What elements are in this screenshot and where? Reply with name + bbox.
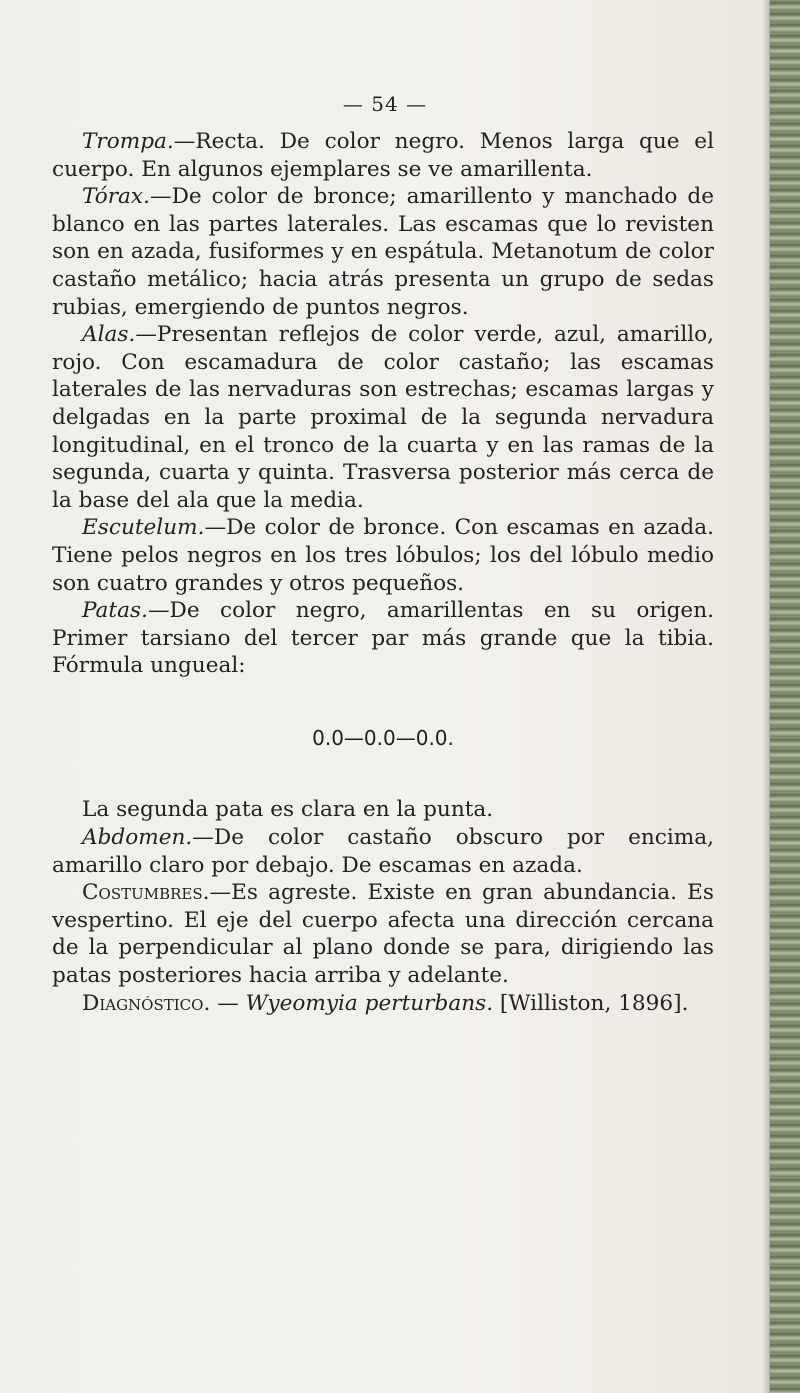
term-trompa: Trompa.	[82, 129, 174, 154]
reference: [Williston, 1896].	[493, 990, 689, 1016]
text-trompa: —Recta. De color negro. Menos larga que el cuerpo. En algunos ejemplares se ve amarillenta.	[52, 129, 714, 182]
body-text	[52, 128, 714, 1017]
term-patas: Patas.	[82, 598, 148, 624]
paragraph-escutelum	[52, 514, 714, 597]
text-abdomen: —De color castaño obscuro por encima, amarillo claro por debajo. De escamas en azada.	[52, 825, 714, 878]
text-escutelum: —De color de bronce. Con escamas en azada. Tiene pelos negros en los tres lóbulos; los del lóbulo medio son cuatro grandes y otros pequeños.	[52, 515, 714, 596]
term-alas: Alas.	[82, 322, 136, 348]
paragraph-segunda-pata: La segunda pata es clara en la punta.	[82, 797, 494, 823]
paragraph-alas	[52, 321, 714, 514]
paragraph-costumbres	[52, 879, 714, 989]
paragraph-patas	[52, 597, 714, 680]
paragraph-abdomen	[52, 824, 714, 879]
text-alas: —Presentan reflejos de color verde, azul, amarillo, rojo. Con escamadura de color castaño; las escamas laterales de las nervaduras son estrechas; escamas largas y delgadas en la parte proximal de la segunda nervadura longitudinal, en el tronco de la cuarta y en las ramas de la segunda, cuarta y quinta. Trasversa posterior más cerca de la base del ala que la media.	[52, 322, 714, 513]
text-torax: —De color de bronce; amarillento y manchado de blanco en las partes laterales. Las escamas que lo revisten son en azada, fusiformes y en espátula. Metanotum de color castaño metálico; hacia atrás presenta un grupo de sedas rubias, emergiendo de puntos negros.	[52, 184, 714, 320]
paragraph-torax	[52, 183, 714, 321]
diagnostico-dash: —	[210, 990, 246, 1016]
ungual-formula: 0.0—0.0—0.0.	[312, 725, 454, 750]
text-patas: —De color negro, amarillentas en su origen. Primer tarsiano del tercer par más grande que la tibia. Fórmula ungueal:	[52, 598, 714, 679]
text-costumbres: —Es agreste. Existe en gran abundancia. Es vespertino. El eje del cuerpo afecta una dirección cercana de la perpendicular al plano donde se para, dirigiendo las patas posteriores hacia arriba y adelante.	[52, 880, 714, 989]
adjacent-page-edge	[769, 0, 800, 1393]
paragraph-trompa	[52, 128, 714, 183]
paragraph-diagnostico	[52, 990, 714, 1018]
label-diagnostico: Diagnóstico.	[82, 990, 211, 1016]
species-name: Wyeomyia perturbans.	[245, 990, 494, 1016]
term-escutelum: Escutelum.	[82, 515, 205, 541]
term-torax: Tórax.	[82, 184, 150, 210]
page-number: — 54 —	[342, 92, 428, 116]
term-abdomen: Abdomen.	[82, 825, 193, 851]
label-costumbres: Costumbres.	[82, 880, 210, 906]
